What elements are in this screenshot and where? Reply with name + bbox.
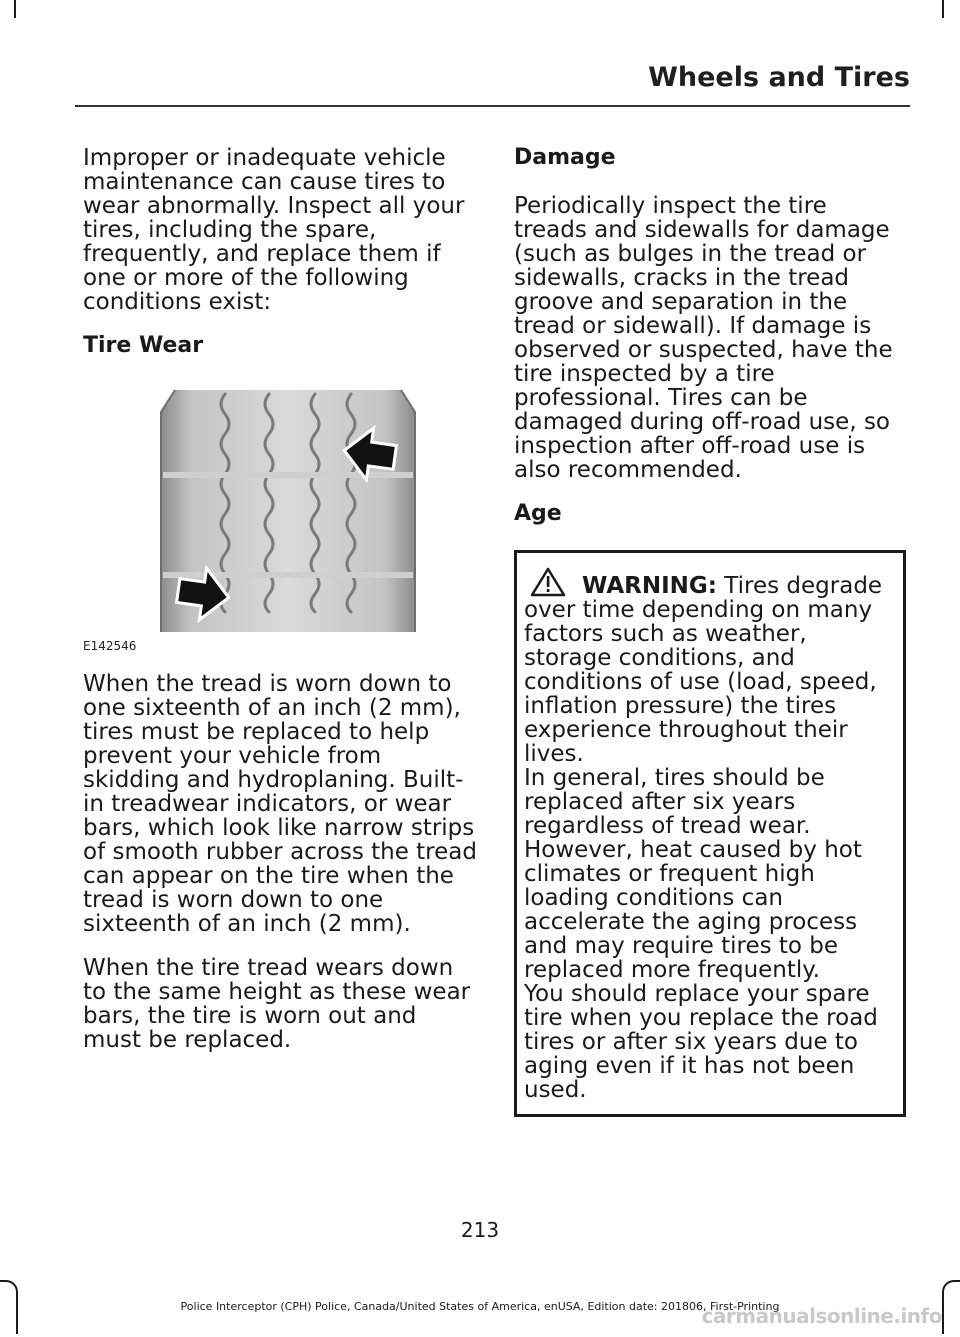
right-column	[514, 146, 906, 1117]
tire-tread-illustration	[83, 382, 478, 652]
page-title: Wheels and Tires	[648, 62, 910, 93]
edition-footer: Police Interceptor (CPH) Police, Canada/United States of America, enUSA, Edition date: 201806, First-Printing	[180, 1300, 780, 1313]
warning-paragraph-1	[524, 567, 895, 766]
damage-heading: Damage	[514, 145, 616, 170]
tire-wear-heading: Tire Wear	[83, 333, 204, 358]
crop-mark-top-right	[942, 0, 944, 18]
tread-paragraph-1: When the tread is worn down to one sixteenth of an inch (2 mm), tires must be replaced to help prevent your vehicle from skidding and hydroplaning. Built-in treadwear indicators, or wear bars, which look like narrow strips of smooth rubber across the tread can appear on the tire when the tread is worn down to one sixteenth of an inch (2 mm).	[83, 671, 477, 937]
warning-triangle-icon	[528, 567, 582, 597]
left-column	[83, 146, 478, 1072]
header-divider	[75, 105, 910, 107]
damage-paragraph: Periodically inspect the tire treads and sidewalls for damage (such as bulges in the tread or sidewalls, cracks in the tread groove and separation in the tread or sidewall). If damage is observed or suspected, have the tire inspected by a tire professional. Tires can be damaged during off-road use, so inspection after off-road use is also recommended.	[514, 193, 893, 483]
age-heading: Age	[514, 501, 562, 526]
warning-text-1: Tires degrade over time depending on many factors such as weather, storage conditions, and conditions of use (load, speed, inflation pressure) the tires experience throughout their lives.	[524, 573, 883, 767]
page-number: 213	[460, 1218, 500, 1242]
figure-id: E142546	[83, 639, 137, 653]
intro-paragraph: Improper or inadequate vehicle maintenance can cause tires to wear abnormally. Inspect all your tires, including the spare, frequently, and replace them if one or more of the following conditions exist:	[83, 145, 465, 315]
watermark-logo: carmanualsonline.info	[701, 1304, 942, 1328]
warning-box	[514, 550, 906, 1117]
tire-tread-figure	[83, 382, 478, 652]
crop-mark-top-left	[14, 0, 16, 18]
warning-paragraph-3: You should replace your spare tire when you replace the road tires or after six years due to aging even if it has not been used.	[524, 981, 878, 1103]
tread-paragraph-2: When the tire tread wears down to the same height as these wear bars, the tire is worn out and must be replaced.	[83, 955, 471, 1053]
warning-label: WARNING:	[582, 573, 717, 599]
warning-paragraph-2: In general, tires should be replaced after six years regardless of tread wear. However, heat caused by hot climates or frequent high loading conditions can accelerate the aging process and may require tires to be replaced more frequently.	[524, 765, 862, 983]
